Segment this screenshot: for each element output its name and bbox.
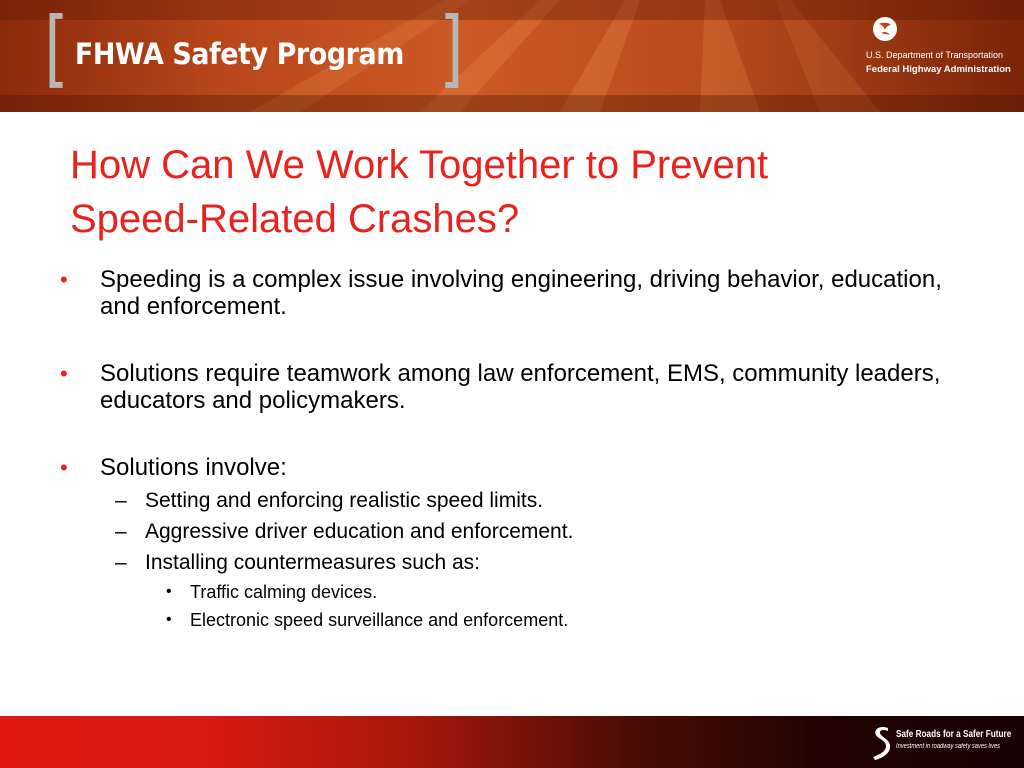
- sub-bullet-item: [60, 485, 980, 516]
- sub-sub-bullet-text: Traffic calming devices.: [190, 582, 378, 602]
- bullet-text: Solutions involve:: [100, 454, 287, 481]
- footer-subtagline: Investment in roadway safety saves lives: [896, 743, 1001, 750]
- small-bullet-dot-icon: •: [166, 611, 172, 628]
- dot-eagle-icon: [872, 16, 898, 42]
- program-title: FHWA Safety Program: [74, 37, 404, 71]
- footer-banner: [0, 716, 1024, 768]
- small-bullet-dot-icon: •: [166, 583, 172, 600]
- dash-icon: –: [115, 489, 127, 512]
- sub-sub-bullet-item: [60, 606, 980, 634]
- slide-title-line2: Speed-Related Crashes?: [70, 197, 520, 241]
- bullet-dot-icon: •: [60, 361, 68, 386]
- slide-title: [70, 138, 970, 246]
- agency-name-line1: U.S. Department of Transportation: [866, 50, 1004, 60]
- header-banner: [0, 0, 1024, 112]
- bullet-item: [60, 266, 980, 320]
- bullet-dot-icon: •: [60, 267, 68, 292]
- sub-bullet-item: [60, 547, 980, 578]
- bullet-item: [60, 360, 980, 414]
- sub-bullet-text: Setting and enforcing realistic speed limits.: [145, 489, 544, 512]
- slide-body: [60, 266, 980, 634]
- sub-sub-bullet-item: [60, 578, 980, 606]
- sub-bullet-item: [60, 516, 980, 547]
- program-brand: [40, 0, 467, 97]
- bullet-dot-icon: •: [60, 455, 68, 480]
- sub-bullet-text: Installing countermeasures such as:: [145, 551, 481, 574]
- bullet-text: Speeding is a complex issue involving engineering, driving behavior, education, and enforcement.: [100, 266, 942, 320]
- agency-name-line2: Federal Highway Administration: [866, 64, 1011, 75]
- dash-icon: –: [115, 520, 127, 543]
- bullet-item: [60, 454, 980, 481]
- right-bracket: ]: [438, 0, 464, 97]
- slide-title-line1: How Can We Work Together to Prevent: [70, 143, 769, 187]
- sub-sub-bullet-text: Electronic speed surveillance and enforcement.: [190, 610, 569, 630]
- safe-roads-s-icon: [870, 724, 892, 762]
- sub-bullet-text: Aggressive driver education and enforcement.: [145, 520, 574, 543]
- left-bracket: [: [44, 0, 69, 97]
- bullet-text: Solutions require teamwork among law enforcement, EMS, community leaders, educators and policymakers.: [100, 360, 941, 414]
- dash-icon: –: [115, 551, 127, 574]
- footer-tagline: Safe Roads for a Safer Future: [896, 729, 1012, 740]
